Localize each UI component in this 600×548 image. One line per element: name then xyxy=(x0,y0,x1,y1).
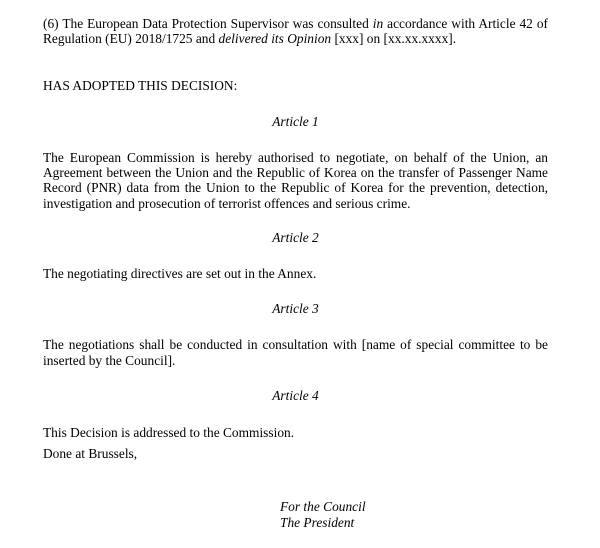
article-2-body: The negotiating directives are set out in the Annex. xyxy=(43,265,317,281)
article-2-heading: Article 2 xyxy=(272,230,319,246)
article-4-heading: Article 4 xyxy=(272,388,319,404)
recital-italic-2: delivered its Opinion xyxy=(218,31,332,47)
article-3-body: The negotiations shall be conducted in consultation with [name of special committee to be inserted by the Council]. xyxy=(43,337,548,368)
document-page xyxy=(43,16,548,462)
article-4-body: This Decision is addressed to the Commission. xyxy=(43,424,295,440)
article-3-heading: Article 3 xyxy=(272,301,319,317)
recital-text-2: accordance with Article 42 of Regulation (EU) 2018/1725 and xyxy=(43,16,548,47)
article-1-heading: Article 1 xyxy=(272,114,319,130)
signature-line-president: The President xyxy=(280,515,355,530)
signature-line-council: For the Council xyxy=(280,499,366,514)
recital-text-1: (6) The European Data Protection Supervisor was consulted xyxy=(43,16,373,31)
recital-italic-1: in xyxy=(372,16,384,31)
recital-text-3: [xxx] on [xx.xx.xxxx]. xyxy=(331,31,457,47)
recital-6 xyxy=(43,16,548,47)
signature-block xyxy=(280,499,366,531)
adoption-statement: HAS ADOPTED THIS DECISION: xyxy=(43,77,238,93)
article-1-body: The European Commission is hereby authorised to negotiate, on behalf of the Union, an Agreement between the Union and the Republic of Korea on the transfer of Passenger Name Record (PNR) data from the Union to the Republic of Korea for the prevention, detection, investigation and prosecution of terrorist offences and serious crime. xyxy=(43,149,548,211)
done-at-place: Done at Brussels, xyxy=(43,446,138,462)
